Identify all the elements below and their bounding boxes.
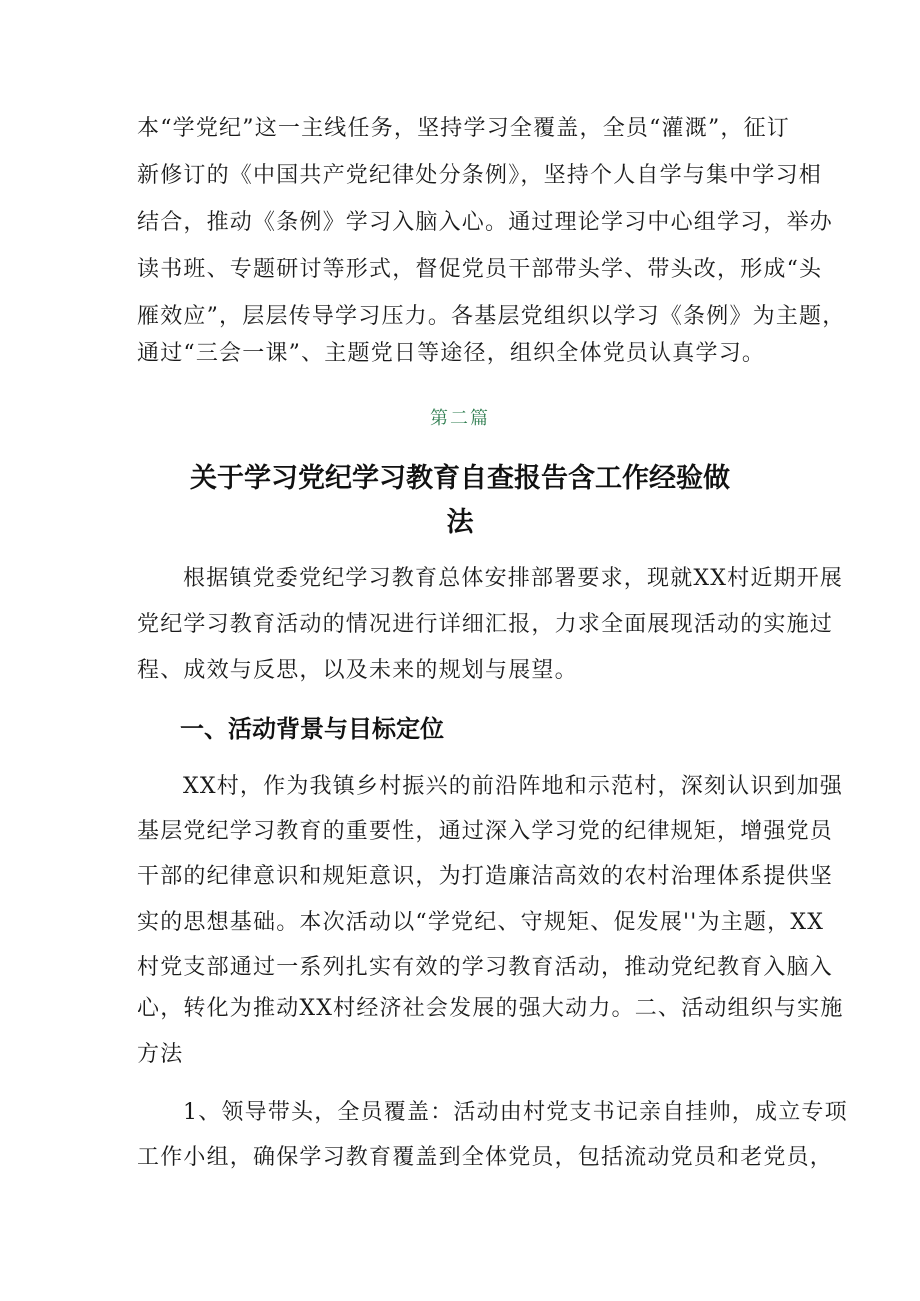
paragraph-line: 1、领导带头，全员覆盖：活动由村党支书记亲自挂帅，成立专项 xyxy=(183,1100,848,1125)
paragraph-line: 工作小组，确保学习教育覆盖到全体党员，包括流动党员和老党员， xyxy=(137,1145,834,1170)
paragraph-line: 结合，推动《条例》学习入脑入心。通过理论学习中心组学习，举办 xyxy=(137,210,834,235)
paragraph-line: 实的思想基础。本次活动以“学党纪、守规矩、促发展''为主题，XX xyxy=(137,910,825,935)
section-heading: 一、活动背景与目标定位 xyxy=(180,715,444,743)
document-title: 关于学习党纪学习教育自查报告含工作经验做 xyxy=(190,463,730,494)
paragraph-line: 基层党纪学习教育的重要性，通过深入学习党的纪律规矩，增强党员 xyxy=(137,819,834,844)
paragraph-line: 心，转化为推动XX村经济社会发展的强大动力。二、活动组织与实施 xyxy=(137,996,844,1021)
document-title-continued: 法 xyxy=(446,507,474,538)
paragraph-line: XX村，作为我镇乡村振兴的前沿阵地和示范村，深刻认识到加强 xyxy=(183,774,844,799)
paragraph-line: 干部的纪律意识和规矩意识，为打造廉洁高效的农村治理体系提供坚 xyxy=(137,864,834,889)
paragraph-line: 本“学党纪”这一主线任务，坚持学习全覆盖，全员“灌溉”，征订 xyxy=(137,116,790,141)
paragraph-line: 根据镇党委党纪学习教育总体安排部署要求，现就XX村近期开展 xyxy=(183,566,844,591)
paragraph-line: 读书班、专题研讨等形式，督促党员干部带头学、带头改，形成“头 xyxy=(137,257,823,282)
paragraph-line: 通过“三会一课”、主题党日等途径，组织全体党员认真学习。 xyxy=(137,341,766,366)
paragraph-line: 新修订的《中国共产党纪律处分条例》，坚持个人自学与集中学习相 xyxy=(137,163,823,188)
section-label: 第二篇 xyxy=(430,408,490,429)
paragraph-line: 雁效应”，层层传导学习压力。各基层党组织以学习《条例》为主题， xyxy=(137,304,846,329)
paragraph-line: 村党支部通过一系列扎实有效的学习教育活动，推动党纪教育入脑入 xyxy=(137,955,834,980)
paragraph-line: 方法 xyxy=(137,1042,184,1067)
paragraph-line: 程、成效与反思，以及未来的规划与展望。 xyxy=(137,658,578,683)
paragraph-line: 党纪学习教育活动的情况进行详细汇报，力求全面展现活动的实施过 xyxy=(137,612,834,637)
